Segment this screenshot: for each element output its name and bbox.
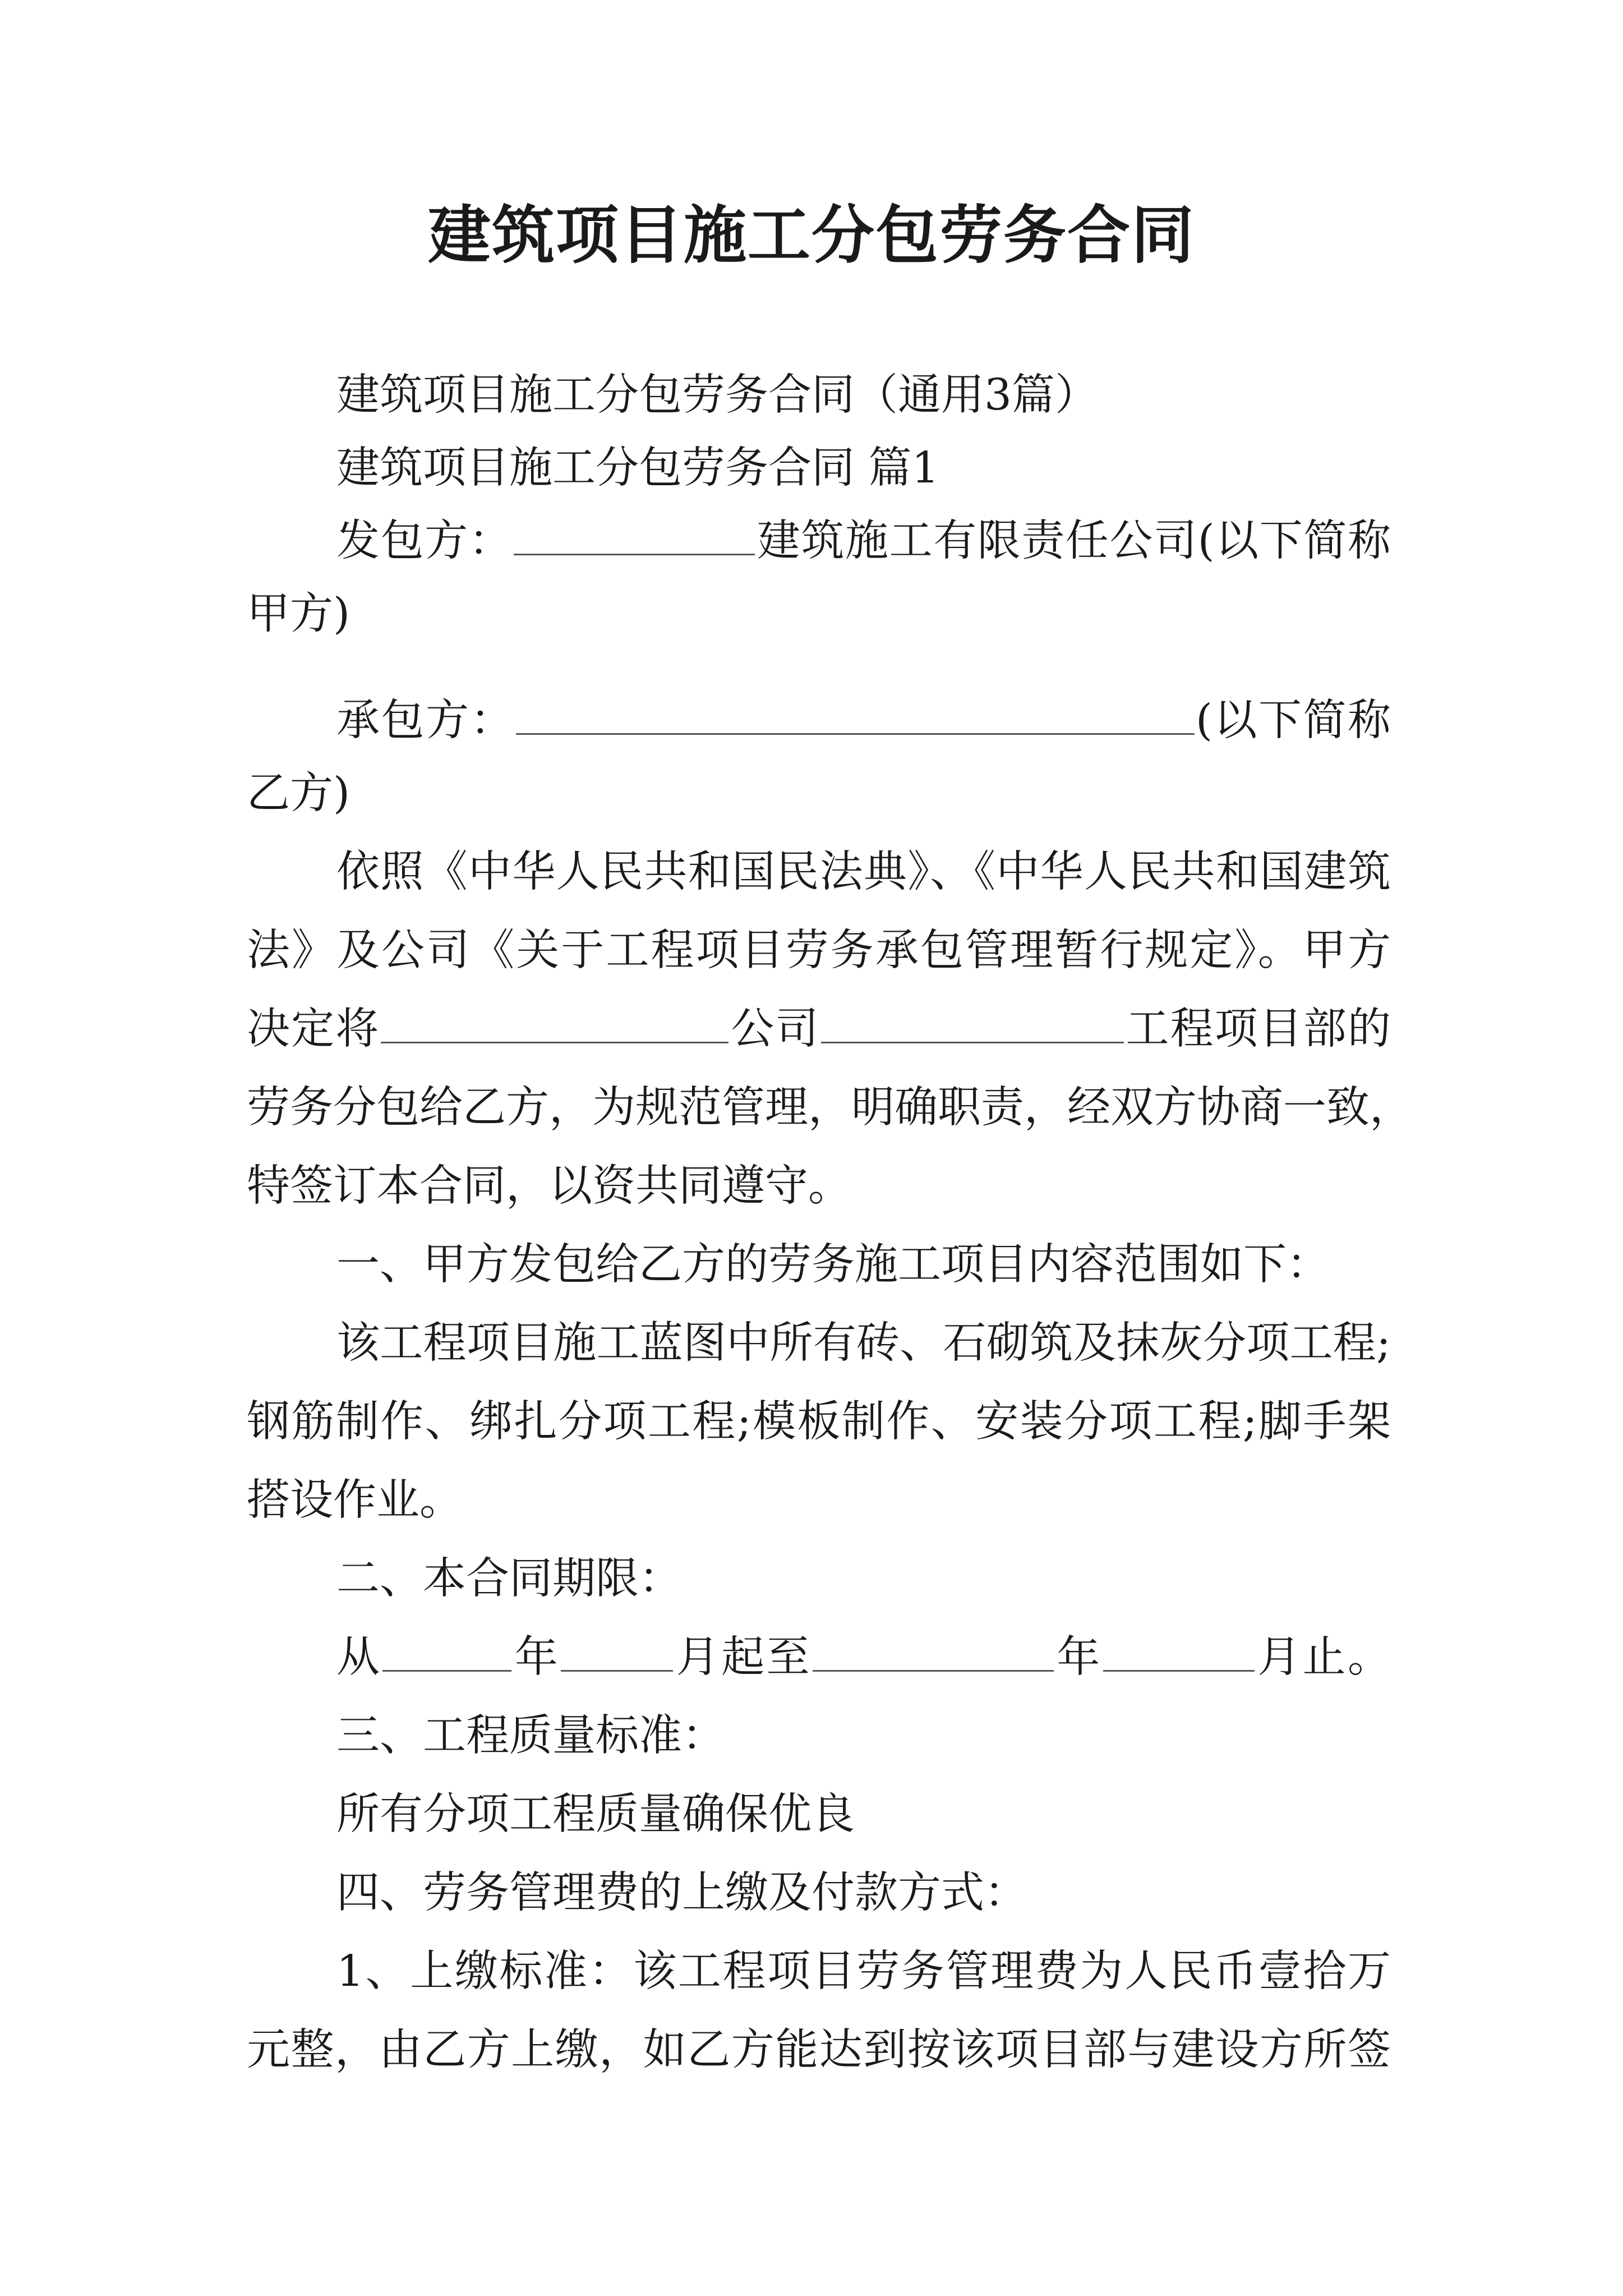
clause-2-heading: 二、本合同期限： xyxy=(336,1554,682,1604)
end-month-blank xyxy=(1103,1631,1255,1672)
start-year-blank xyxy=(382,1631,511,1672)
intro-line-2: 法》及公司《关于工程项目劳务承包管理暂行规定》。甲方 xyxy=(247,926,1391,976)
project-blank xyxy=(821,1002,1124,1043)
intro-line-3-c: 工程项目部的 xyxy=(1124,1004,1391,1054)
clause-4-line-1: 1、上缴标准：该工程项目劳务管理费为人民币壹拾万 xyxy=(336,1947,1391,1996)
term-month-end: 月止。 xyxy=(1255,1632,1391,1682)
company-blank xyxy=(381,1002,728,1043)
clause-4-line-2: 元整，由乙方上缴，如乙方能达到按该项目部与建设方所签 xyxy=(247,2025,1391,2075)
term-year-2: 年 xyxy=(1054,1632,1102,1682)
clause-3-text: 所有分项工程质量确保优良 xyxy=(336,1789,855,1839)
document-title: 建筑项目施工分包劳务合同 xyxy=(428,199,1195,272)
intro-line-3-a: 决定将 xyxy=(247,1004,380,1054)
party-b-name-blank xyxy=(516,694,1195,735)
intro-line-3 xyxy=(247,996,1391,1063)
section-heading: 建筑项目施工分包劳务合同 篇1 xyxy=(336,443,939,493)
party-b-line xyxy=(336,687,1391,754)
clause-1-line-3: 搭设作业。 xyxy=(247,1475,463,1525)
clause-1-line-1: 该工程项目施工蓝图中所有砖、石砌筑及抹灰分项工程; xyxy=(336,1318,1391,1368)
intro-line-4: 劳务分包给乙方，为规范管理，明确职责，经双方协商一致， xyxy=(247,1083,1413,1133)
clause-3-heading: 三、工程质量标准： xyxy=(336,1711,725,1761)
start-month-blank xyxy=(561,1631,673,1672)
intro-line-3-b: 公司 xyxy=(730,1004,820,1054)
party-a-name-blank xyxy=(514,514,755,555)
party-a-label: 发包方： xyxy=(336,516,513,566)
term-from: 从 xyxy=(336,1632,382,1682)
party-a-suffix: 建筑施工有限责任公司(以下简称 xyxy=(756,516,1391,566)
party-b-continuation: 乙方) xyxy=(247,769,351,818)
term-year-1: 年 xyxy=(513,1632,560,1682)
clause-2-term-line xyxy=(336,1624,1391,1691)
intro-line-1: 依照《中华人民共和国民法典》、《中华人民共和国建筑 xyxy=(336,847,1391,897)
clause-1-heading: 一、甲方发包给乙方的劳务施工项目内容范围如下： xyxy=(336,1240,1330,1290)
term-month-start: 月起至 xyxy=(674,1632,811,1682)
intro-line-5: 特签订本合同，以资共同遵守。 xyxy=(247,1161,851,1211)
clause-4-heading: 四、劳务管理费的上缴及付款方式： xyxy=(336,1868,1027,1918)
document-subtitle: 建筑项目施工分包劳务合同（通用3篇） xyxy=(336,370,1098,420)
party-b-suffix: (以下简称 xyxy=(1195,696,1391,746)
clause-1-line-2: 钢筋制作、绑扎分项工程;模板制作、安装分项工程;脚手架 xyxy=(247,1397,1391,1447)
party-a-continuation: 甲方) xyxy=(247,589,351,639)
end-year-blank xyxy=(813,1631,1054,1672)
party-b-label: 承包方： xyxy=(336,696,515,746)
party-a-line xyxy=(336,508,1391,575)
